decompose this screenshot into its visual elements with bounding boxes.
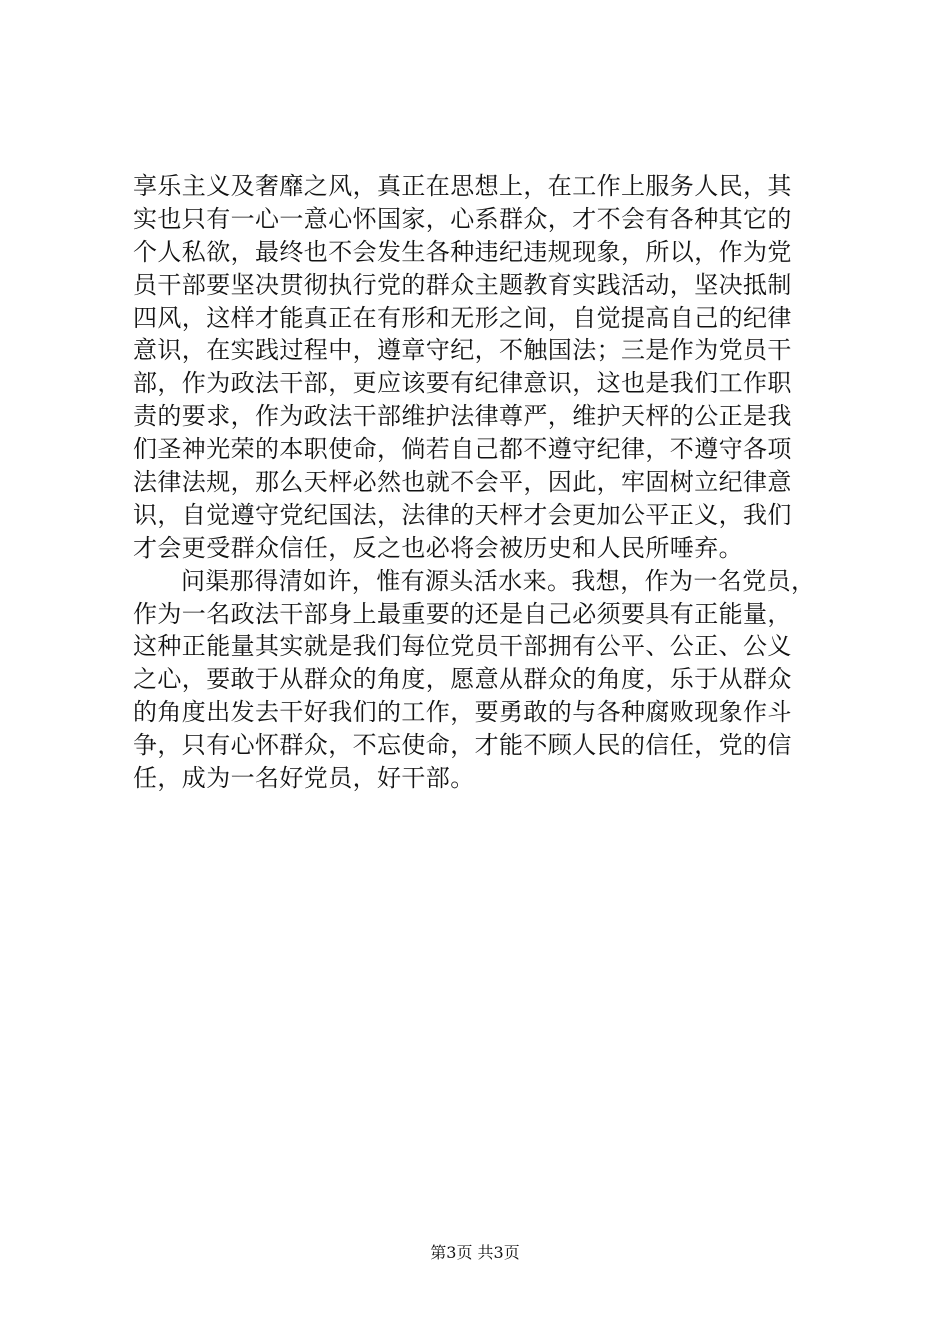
text-line: 责的要求，作为政法干部维护法律尊严，维护天枰的公正是我 [133, 402, 792, 431]
text-line: 识，自觉遵守党纪国法，法律的天枰才会更加公平正义，我们 [133, 500, 792, 529]
text-line: 享乐主义及奢靡之风，真正在思想上，在工作上服务人民，其 [133, 172, 792, 200]
text-line: 意识，在实践过程中，遵章守纪，不触国法；三是作为党员干 [133, 336, 792, 365]
text-line: 法律法规，那么天枰必然也就不会平，因此，牢固树立纪律意 [133, 468, 792, 497]
text-line: 才会更受群众信任，反之也必将会被历史和人民所唾弃。 [133, 533, 743, 562]
text-line: 员干部要坚决贯彻执行党的群众主题教育实践活动，坚决抵制 [133, 270, 792, 299]
text-line: 作为一名政法干部身上最重要的还是自己必须要具有正能量， [133, 599, 792, 628]
text-line: 们圣神光荣的本职使命，倘若自己都不遵守纪律，不遵守各项 [133, 435, 792, 464]
text-line: 部，作为政法干部，更应该要有纪律意识，这也是我们工作职 [133, 369, 792, 398]
text-line: 的角度出发去干好我们的工作，要勇敢的与各种腐败现象作斗 [133, 698, 792, 727]
text-line: 之心，要敢于从群众的角度，愿意从群众的角度，乐于从群众 [133, 665, 792, 694]
text-line: 这种正能量其实就是我们每位党员干部拥有公平、公正、公义 [133, 632, 792, 661]
text-line: 争，只有心怀群众，不忘使命，才能不顾人民的信任，党的信 [133, 731, 792, 760]
text-line: 任，成为一名好党员，好干部。 [133, 764, 475, 793]
text-line: 个人私欲，最终也不会发生各种违纪违规现象，所以，作为党 [133, 237, 792, 266]
paragraph-first-line: 问渠那得清如许，惟有源头活水来。我想，作为一名党员， [181, 566, 816, 595]
body-text [133, 170, 823, 795]
page-number-footer: 第3页 共3页 [430, 1243, 520, 1262]
text-line: 四风，这样才能真正在有形和无形之间，自觉提高自己的纪律 [133, 303, 792, 332]
text-line: 实也只有一心一意心怀国家，心系群众，才不会有各种其它的 [133, 204, 792, 233]
